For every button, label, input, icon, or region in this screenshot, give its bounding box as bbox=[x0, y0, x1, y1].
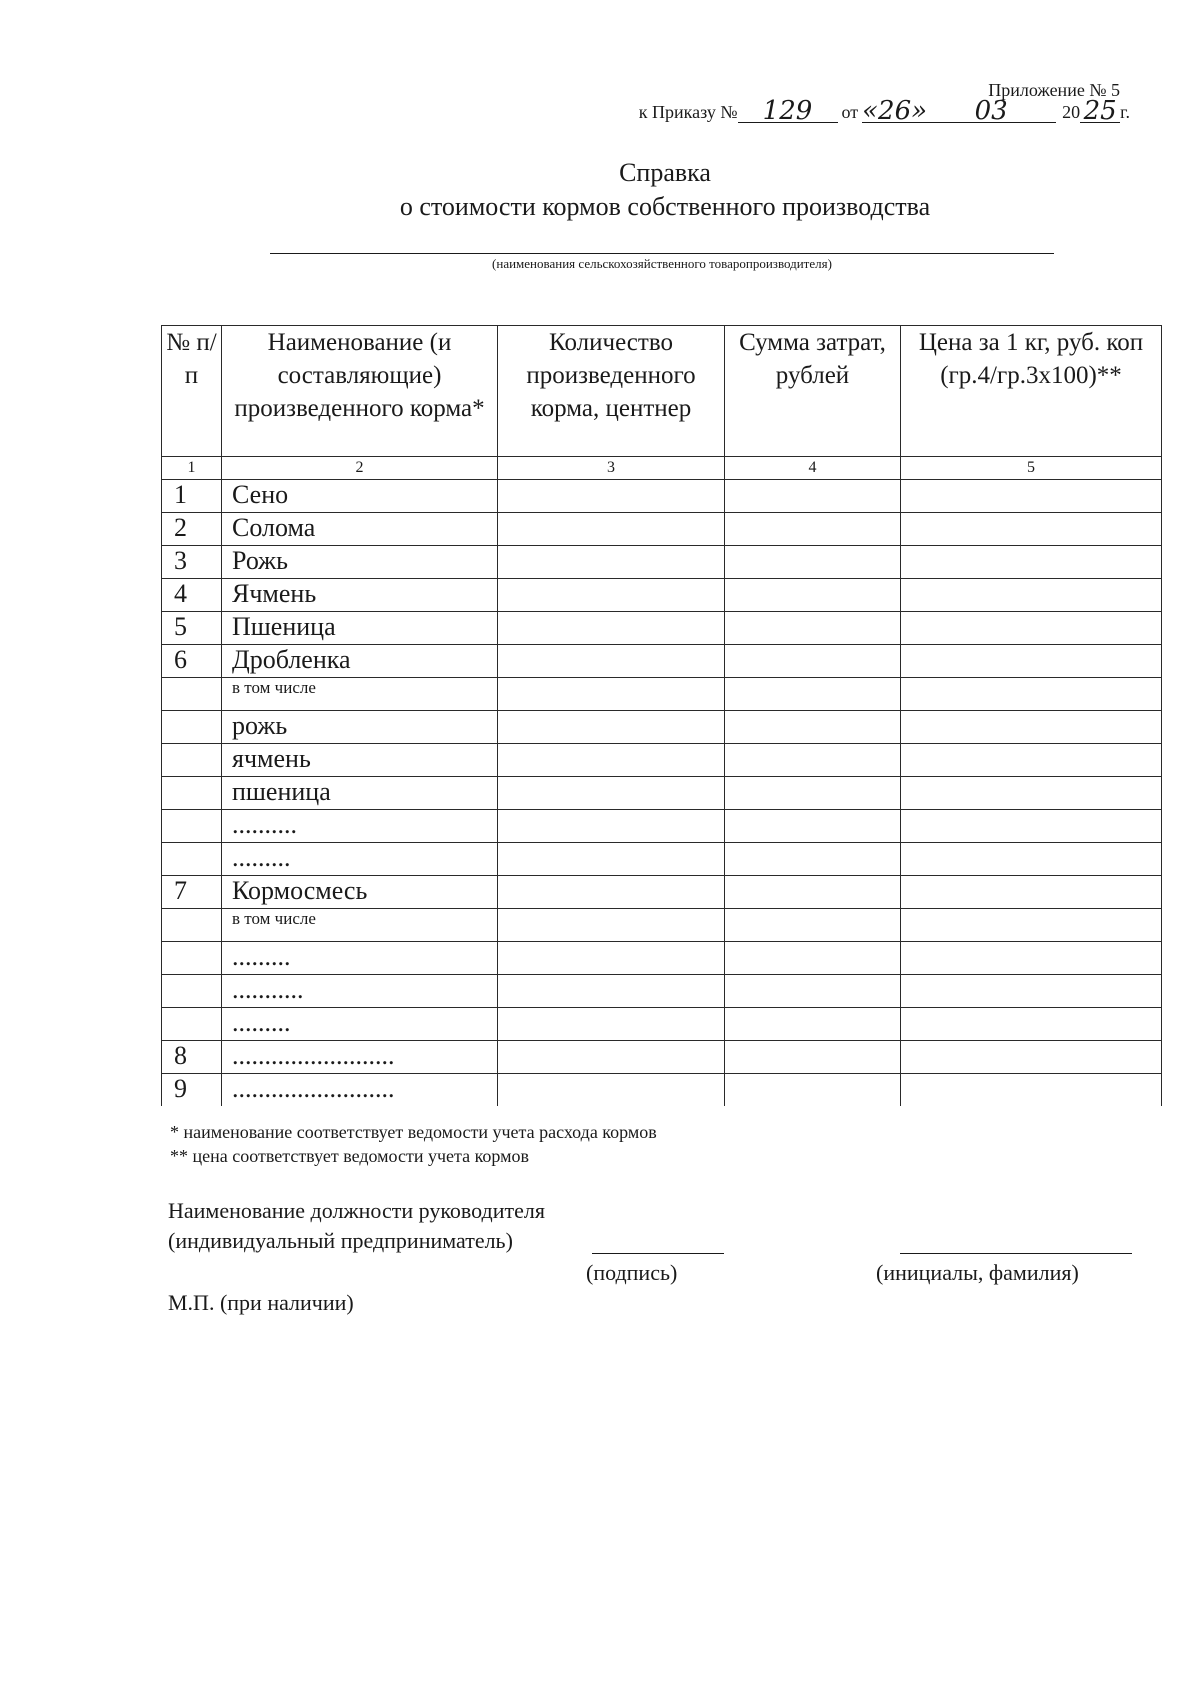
row-feed-name: пшеница bbox=[222, 777, 498, 810]
price-cell[interactable] bbox=[901, 612, 1162, 645]
row-number bbox=[162, 975, 222, 1008]
footnote-name: * наименование соответствует ведомости учета расхода кормов bbox=[170, 1122, 657, 1142]
header-price: Цена за 1 кг, руб. коп (гр.4/гр.3х100)** bbox=[901, 326, 1162, 457]
row-number: 6 bbox=[162, 645, 222, 678]
quantity-cell[interactable] bbox=[498, 546, 725, 579]
table-row bbox=[162, 942, 1162, 975]
cost-cell[interactable] bbox=[725, 843, 901, 876]
price-cell[interactable] bbox=[901, 843, 1162, 876]
table-row bbox=[162, 777, 1162, 810]
table-header-row bbox=[162, 326, 1162, 457]
row-number bbox=[162, 744, 222, 777]
row-feed-name: Кормосмесь bbox=[222, 876, 498, 909]
cost-cell[interactable] bbox=[725, 678, 901, 711]
row-number bbox=[162, 843, 222, 876]
cost-cell[interactable] bbox=[725, 546, 901, 579]
column-number: 1 bbox=[162, 457, 222, 480]
price-cell[interactable] bbox=[901, 975, 1162, 1008]
quantity-cell[interactable] bbox=[498, 744, 725, 777]
row-feed-name: Дробленка bbox=[222, 645, 498, 678]
order-prefix: к Приказу № bbox=[638, 102, 738, 122]
quantity-cell[interactable] bbox=[498, 711, 725, 744]
header-number: № п/п bbox=[162, 326, 222, 457]
date-from-label: от bbox=[841, 102, 859, 122]
quantity-cell[interactable] bbox=[498, 579, 725, 612]
order-year-suffix: 25 bbox=[1080, 100, 1120, 123]
row-number bbox=[162, 678, 222, 711]
row-number bbox=[162, 1008, 222, 1041]
entrepreneur-label: (индивидуальный предприниматель) bbox=[168, 1228, 513, 1253]
row-feed-name: ........... bbox=[222, 975, 498, 1008]
price-cell[interactable] bbox=[901, 678, 1162, 711]
cost-cell[interactable] bbox=[725, 810, 901, 843]
manager-position-label: Наименование должности руководителя bbox=[168, 1198, 545, 1223]
quantity-cell[interactable] bbox=[498, 645, 725, 678]
table-row bbox=[162, 909, 1162, 942]
price-cell[interactable] bbox=[901, 744, 1162, 777]
order-reference bbox=[638, 96, 1130, 126]
cost-cell[interactable] bbox=[725, 975, 901, 1008]
quantity-cell[interactable] bbox=[498, 1074, 725, 1107]
quantity-cell[interactable] bbox=[498, 513, 725, 546]
price-cell[interactable] bbox=[901, 942, 1162, 975]
order-year-end: г. bbox=[1120, 102, 1130, 122]
cost-cell[interactable] bbox=[725, 1041, 901, 1074]
table-row bbox=[162, 480, 1162, 513]
name-line bbox=[900, 1253, 1132, 1254]
column-number: 2 bbox=[222, 457, 498, 480]
row-number: 7 bbox=[162, 876, 222, 909]
price-cell[interactable] bbox=[901, 1041, 1162, 1074]
table-row bbox=[162, 876, 1162, 909]
cost-cell[interactable] bbox=[725, 1008, 901, 1041]
stamp-label: М.П. (при наличии) bbox=[168, 1290, 354, 1315]
order-year-prefix: 20 bbox=[1062, 102, 1081, 122]
header-name: Наименование (и составляющие) произведенного корма* bbox=[222, 326, 498, 457]
table-row bbox=[162, 1074, 1162, 1107]
name-caption: (инициалы, фамилия) bbox=[876, 1260, 1079, 1285]
row-feed-name: в том числе bbox=[222, 909, 498, 942]
cost-cell[interactable] bbox=[725, 876, 901, 909]
cost-cell[interactable] bbox=[725, 1074, 901, 1107]
cost-cell[interactable] bbox=[725, 612, 901, 645]
quantity-cell[interactable] bbox=[498, 480, 725, 513]
quantity-cell[interactable] bbox=[498, 909, 725, 942]
quantity-cell[interactable] bbox=[498, 1008, 725, 1041]
row-feed-name: Сено bbox=[222, 480, 498, 513]
feed-cost-table bbox=[161, 325, 1162, 1106]
header-quantity: Количество произведенного корма, центнер bbox=[498, 326, 725, 457]
row-number: 1 bbox=[162, 480, 222, 513]
table-row bbox=[162, 744, 1162, 777]
price-cell[interactable] bbox=[901, 876, 1162, 909]
quantity-cell[interactable] bbox=[498, 876, 725, 909]
document-title: Справка bbox=[619, 158, 711, 187]
cost-cell[interactable] bbox=[725, 777, 901, 810]
price-cell[interactable] bbox=[901, 480, 1162, 513]
order-month: 03 bbox=[926, 100, 1056, 123]
row-feed-name: рожь bbox=[222, 711, 498, 744]
row-feed-name: Рожь bbox=[222, 546, 498, 579]
price-cell[interactable] bbox=[901, 1008, 1162, 1041]
table-row bbox=[162, 1041, 1162, 1074]
cost-cell[interactable] bbox=[725, 480, 901, 513]
price-cell[interactable] bbox=[901, 645, 1162, 678]
row-number: 8 bbox=[162, 1041, 222, 1074]
order-day: «26» bbox=[862, 96, 928, 126]
cost-cell[interactable] bbox=[725, 909, 901, 942]
quantity-cell[interactable] bbox=[498, 810, 725, 843]
row-number bbox=[162, 711, 222, 744]
row-number bbox=[162, 777, 222, 810]
table-row bbox=[162, 546, 1162, 579]
table-row bbox=[162, 612, 1162, 645]
column-number-row bbox=[162, 457, 1162, 480]
row-number: 9 bbox=[162, 1074, 222, 1107]
table-row bbox=[162, 579, 1162, 612]
row-number: 5 bbox=[162, 612, 222, 645]
row-feed-name: в том числе bbox=[222, 678, 498, 711]
table-row bbox=[162, 645, 1162, 678]
row-number bbox=[162, 909, 222, 942]
row-feed-name: Солома bbox=[222, 513, 498, 546]
quantity-cell[interactable] bbox=[498, 612, 725, 645]
appendix-label: Приложение № 5 bbox=[988, 80, 1120, 100]
column-number: 5 bbox=[901, 457, 1162, 480]
row-feed-name: Пшеница bbox=[222, 612, 498, 645]
price-cell[interactable] bbox=[901, 1074, 1162, 1107]
table-row bbox=[162, 1008, 1162, 1041]
table-row bbox=[162, 810, 1162, 843]
quantity-cell[interactable] bbox=[498, 777, 725, 810]
price-cell[interactable] bbox=[901, 546, 1162, 579]
row-feed-name: Ячмень bbox=[222, 579, 498, 612]
price-cell[interactable] bbox=[901, 777, 1162, 810]
row-number: 3 bbox=[162, 546, 222, 579]
quantity-cell[interactable] bbox=[498, 678, 725, 711]
quantity-cell[interactable] bbox=[498, 975, 725, 1008]
order-number: 129 bbox=[738, 100, 838, 123]
header-cost: Сумма затрат, рублей bbox=[725, 326, 901, 457]
price-cell[interactable] bbox=[901, 909, 1162, 942]
table-row bbox=[162, 711, 1162, 744]
price-cell[interactable] bbox=[901, 513, 1162, 546]
cost-cell[interactable] bbox=[725, 579, 901, 612]
table-row bbox=[162, 678, 1162, 711]
price-cell[interactable] bbox=[901, 711, 1162, 744]
table-row bbox=[162, 975, 1162, 1008]
cost-cell[interactable] bbox=[725, 645, 901, 678]
column-number: 4 bbox=[725, 457, 901, 480]
row-feed-name: ......... bbox=[222, 843, 498, 876]
table-row bbox=[162, 843, 1162, 876]
signature-caption: (подпись) bbox=[586, 1260, 678, 1285]
row-feed-name: .......... bbox=[222, 810, 498, 843]
producer-caption: (наименования сельскохозяйственного товаропроизводителя) bbox=[492, 256, 832, 271]
row-feed-name: ......... bbox=[222, 942, 498, 975]
cost-cell[interactable] bbox=[725, 942, 901, 975]
cost-cell[interactable] bbox=[725, 711, 901, 744]
row-feed-name: ......... bbox=[222, 1008, 498, 1041]
column-number: 3 bbox=[498, 457, 725, 480]
row-feed-name: ......................... bbox=[222, 1041, 498, 1074]
quantity-cell[interactable] bbox=[498, 843, 725, 876]
row-number: 4 bbox=[162, 579, 222, 612]
producer-name-line bbox=[270, 253, 1054, 254]
price-cell[interactable] bbox=[901, 810, 1162, 843]
document-subtitle: о стоимости кормов собственного производства bbox=[399, 192, 931, 221]
row-number: 2 bbox=[162, 513, 222, 546]
table-row bbox=[162, 513, 1162, 546]
row-feed-name: ячмень bbox=[222, 744, 498, 777]
row-number bbox=[162, 942, 222, 975]
price-cell[interactable] bbox=[901, 579, 1162, 612]
footnote-price: ** цена соответствует ведомости учета кормов bbox=[170, 1146, 530, 1166]
cost-cell[interactable] bbox=[725, 744, 901, 777]
row-number bbox=[162, 810, 222, 843]
quantity-cell[interactable] bbox=[498, 942, 725, 975]
signature-line bbox=[592, 1253, 724, 1254]
quantity-cell[interactable] bbox=[498, 1041, 725, 1074]
row-feed-name: ......................... bbox=[222, 1074, 498, 1107]
cost-cell[interactable] bbox=[725, 513, 901, 546]
